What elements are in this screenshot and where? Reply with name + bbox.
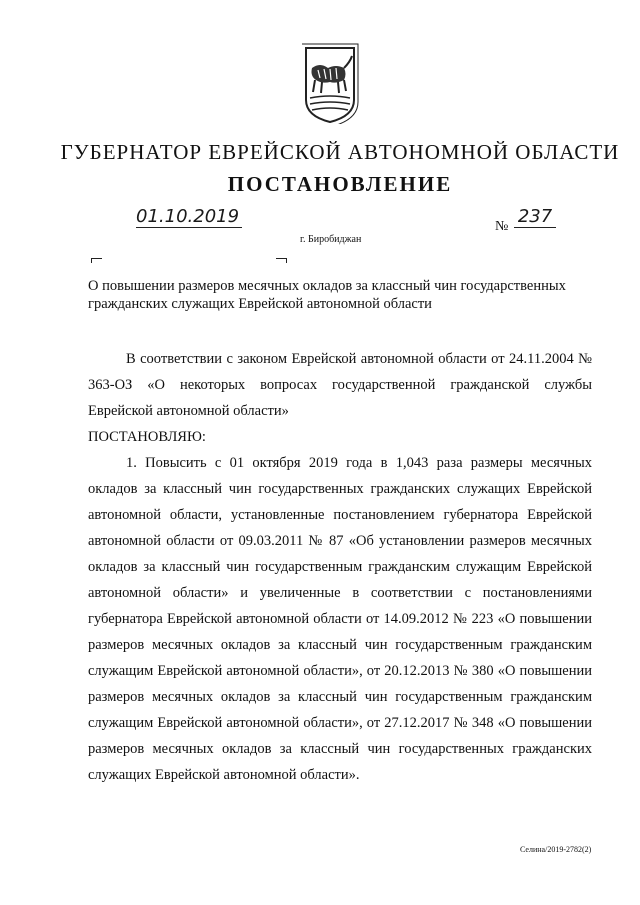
item-1-paragraph: 1. Повысить с 01 октября 2019 года в 1,043 раза размеры месячных окладов за классный чин государственных гражданских служащих Еврейской автономной области, установленные постановлением губернатора Еврейской автономной области от 09.03.2011 № 87 «Об установлении размеров месячных окладов за классный чин государственным гражданским служащим Еврейской автономной области» и увеличенные в соответствии с постановлениями губернатора Еврейской автономной области от 14.09.2012 № 223 «О повышении размеров месячных окладов за классный чин государственным гражданским служащим Еврейской автономной области», от 20.12.2013 № 380 «О повышении размеров месячных окладов за классный чин государственным гражданским служащим Еврейской автономной области», от 27.12.2017 № 348 «О повышении размеров месячных окладов за классный чин государственных гражданских служащих Еврейской автономной области». bbox=[88, 455, 592, 783]
coat-of-arms-emblem bbox=[300, 38, 360, 124]
resolve-clause: ПОСТАНОВЛЯЮ: bbox=[88, 429, 206, 445]
city-label: г. Биробиджан bbox=[300, 234, 362, 245]
title-corner-right bbox=[276, 258, 287, 263]
title-corner-left bbox=[91, 258, 102, 263]
document-type-heading: ПОСТАНОВЛЕНИЕ bbox=[227, 172, 453, 196]
document-title: О повышении размеров месячных окладов за классный чин государственных гражданских служащих Еврейской автономной области bbox=[88, 278, 566, 312]
document-date: 01.10.2019 bbox=[136, 206, 242, 228]
issuing-authority: ГУБЕРНАТОР ЕВРЕЙСКОЙ АВТОНОМНОЙ ОБЛАСТИ bbox=[60, 140, 620, 164]
document-number: 237 bbox=[514, 206, 556, 228]
tiger-shield-icon bbox=[300, 38, 360, 124]
number-sign: № bbox=[495, 219, 509, 234]
footer-code: Селина/2019-2782(2) bbox=[520, 845, 592, 854]
preamble-paragraph: В соответствии с законом Еврейской автономной области от 24.11.2004 № 363-ОЗ «О некоторых вопросах государственной гражданской службы Еврейской автономной области» bbox=[88, 351, 592, 419]
document-body bbox=[88, 346, 592, 788]
